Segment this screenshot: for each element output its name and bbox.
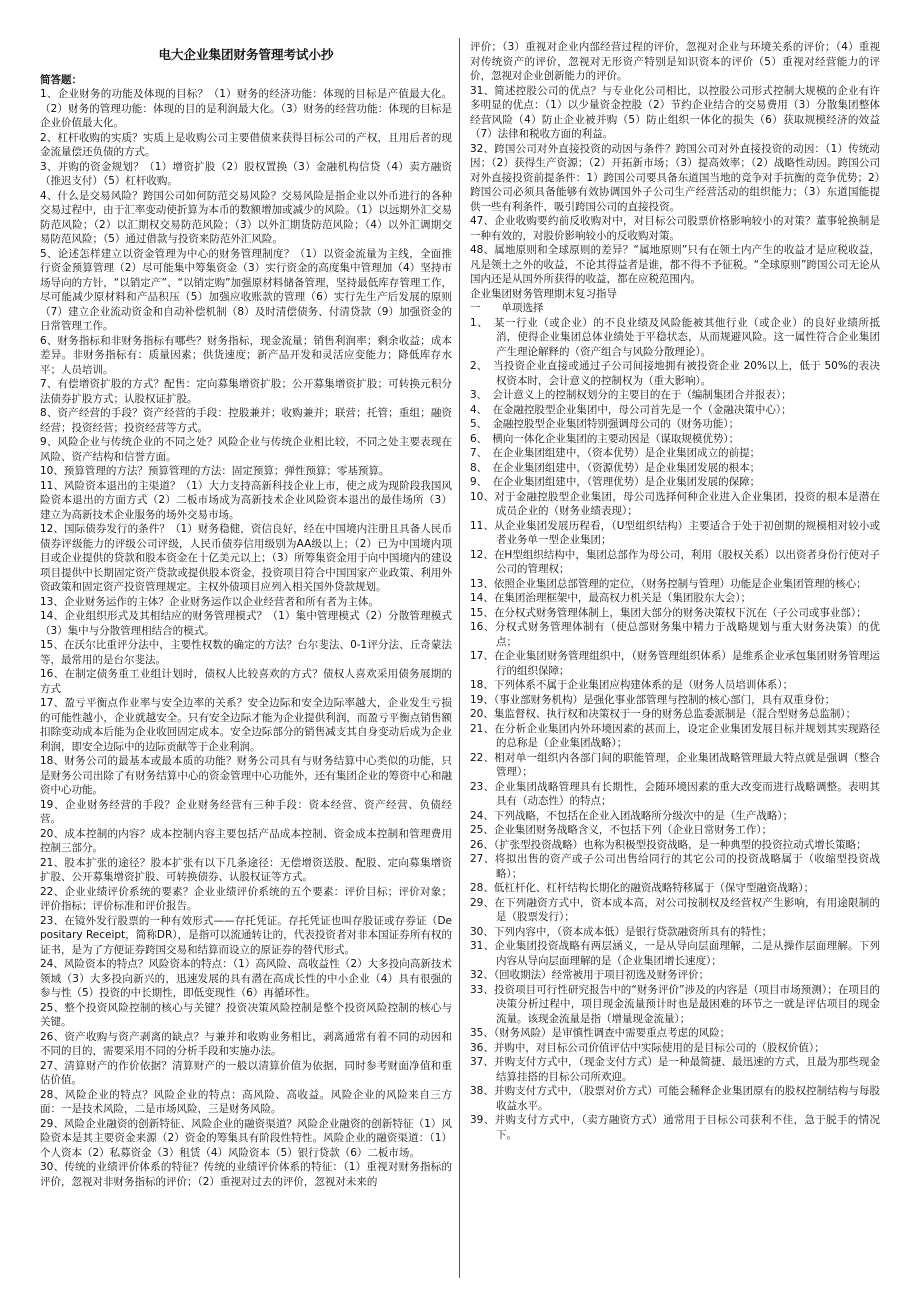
qa-paragraph: 24、风险资本的特点？风险资本的特点：（1）高风险、高收益性（2）大多投向高新技术领域（3）大多投向新兴的，迅速发展的具有潜在高成长性的中小企业（4）具有很强的参与性（5）投资的中长期性，即低变现性（6）再循环性。 — [40, 958, 452, 999]
choice-item: 10、对于金融控股型企业集团，母公司选择何种企业进入企业集团，投资的根本是潜在成员企业的（财务业绩表现）； — [470, 490, 880, 517]
qa-paragraph: 15、在沃尔比重评分法中，主要性权数的确定的方法？台尔斐法、0-1评分法、丘奇蒙法等，最常用的是台尔斐法。 — [40, 639, 452, 666]
choice-item: 7、 在企业集团组建中，（资本优势）是企业集团成立的前提； — [470, 447, 761, 459]
choice-item: 3、 会计意义上的控制权划分的主要目的在于（编制集团合并报表）； — [470, 389, 792, 401]
choice-item: 17、在企业集团财务管理组织中，（财务管理组织体系）是维系企业承包集团财务管理运行的组织保障； — [470, 650, 880, 677]
qa-paragraph: 10、预算管理的方法？预算管理的方法：固定预算；弹性预算；零基预算。 — [40, 465, 390, 477]
qa-paragraph: 11、风险资本退出的主渠道？（1）大力支持高新科技企业上市，使之成为现阶段我国风险资本退出的方面方式（2）二板市场成为高新技术企业风险资本退出的最佳场所（3）建立为高新技术企业服务的场外交易市场。 — [40, 479, 452, 521]
qa-paragraph: 1、企业财务的功能及体现的目标？（1）财务的经济功能：体现的目标是产值最大化。（2）财务的管理功能：体现的目的是利润最大化。（3）财务的经营功能：体现的目标是企业价值最大化。 — [40, 88, 452, 129]
qa-paragraph: 企业集团财务管理期末复习指导 — [470, 287, 617, 300]
qa-paragraph: 47、企业收购要约前反收购对中，对目标公司股票价格影响较小的对策？董事轮换制是一种有效的，对股价影响较小的反收购对策。 — [470, 215, 880, 242]
choice-item: 31、企业集团投资战略有两层涵义，一是从导向层面理解，二是从操作层面理解。下列内容从导向层面理解的是（企业集团增长速度）； — [470, 940, 880, 967]
qa-paragraph: 20、成本控制的内容？成本控制内容主要包括产品成本控制、资金成本控制和管理费用控制三部分。 — [40, 827, 452, 854]
qa-paragraph: 23、在镜外发行股票的一种有效形式——存托凭证。存托凭证也叫存股证或存券证（Depositary Receipt，简称DR），是指可以流通转让的，代表投资者对非本国证券所有权的证书，是为了方便证券跨国交易和结算而设立的原证券的替代形式。 — [40, 914, 452, 956]
qa-paragraph: 21、股本扩张的途径？股本扩张有以下几条途径：无偿增资送股、配股、定向募集增资扩股、公开募集增资扩股、可转换债券、认股权证等方式。 — [40, 856, 452, 883]
choice-item: 11、从企业集团发展历程看，（U型组织结构）主要适合于处于初创期的规模相对较小或者业务单一型企业集团； — [470, 519, 880, 546]
qa-paragraph: 5、论述怎样建立以资金管理为中心的财务管理制度？（1）以资金流量为主线，全面推行资金预算管理（2）尽可能集中筹集资金（3）实行资金的高度集中管理加（4）坚持市场导向的方针，“以销定产”、“以销定购”加强原材料储备管理，坚持最低库存管理工作，尽可能减少原材料和产品积压（5）加强应收账款的管理（6）实行先生产后发展的原则（7）建立企业流动资金和自动补偿机制（8）及时清偿债务、付清贷款（9）加强资金的日常管理工作。 — [40, 247, 452, 332]
column-divider — [459, 38, 460, 1278]
qa-paragraph: 6、财务指标和非财务指标有哪些？财务指标，现金流量；销售利润率；剩余收益；成本差异。非财务指标有：质量因素；供货速度；新产品开发和灵活应变能力；降低库存水平；人员培训。 — [40, 334, 452, 376]
choice-item: 8、 在企业集团组建中，（资源优势）是企业集团发展的根本； — [470, 461, 761, 474]
qa-paragraph: 30、传统的业绩评价体系的特征？传统的业绩评价体系的特征：（1）重视对财务指标的评价，忽视对非财务指标的评价；（2）重视对过去的评价，忽视对未来的 — [40, 1161, 452, 1188]
choice-item: 37、并购支付方式中，（现金支付方式）是一种最简捷、最迅速的方式，且最为那些现金结算挂搭的目标公司所欢迎。 — [470, 1056, 880, 1083]
single-choice-list — [470, 316, 880, 1143]
choice-item: 13、依照企业集团总部管理的定位，（财务控制与管理）功能是企业集团管理的核心； — [470, 577, 867, 590]
choice-item: 29、在下列融资方式中，资本成本高，对公司按制权及经营权产生影响，有用途限制的是（股票发行）； — [470, 896, 880, 923]
qa-paragraph: 28、风险企业的特点？风险企业的特点：高风险、高收益。风险企业的风险来自三方面：一是技术风险，二是市场风险，三是财务风险。 — [40, 1088, 452, 1115]
choice-item: 26、（扩张型投资战略）也称为积极型投资战略，是一种典型的投资拉动式增长策略； — [470, 838, 867, 851]
qa-paragraph: 一 单项选择 — [470, 302, 544, 314]
choice-item: 2、 当投资企业直接或通过子公司间接地拥有被投资企业 20%以上，低于 50%的表决权资本时，会计意义的控制权为（重大影响）。 — [470, 360, 880, 387]
choice-item: 14、在集团治理框架中，最高权力机关是（集团股东大会）； — [470, 592, 752, 604]
choice-item: 27、将拟出售的资产或子公司出售给同行的其它公司的投资战略属于（收缩型投资战略）； — [470, 853, 880, 880]
choice-item: 22、相对单一组织内各部门间的职能管理，企业集团战略管理最大特点就是强调（整合管理）； — [470, 751, 880, 778]
qa-paragraph: 32、跨国公司对外直接投资的动因与条件？跨国公司对外直接投资的动因：（1）传统动因；（2）获得生产资源；（2）开拓新市场；（3）提高效率；（2）战略性动因。跨国公司对外直接投资前提条件：1）跨国公司要具备东道国当地的竞争对手抗衡的竞争优势；2）跨国公司必须具备能够有效协调国外子公司生产经营活动的组织能力；（3）东道国能提供一些有利条件，吸引跨国公司的直接投资。 — [470, 142, 880, 213]
qa-paragraph: 27、清算财产的作价依据？清算财产的一般以清算价值为依据，同时参考财面净值和重估价值。 — [40, 1059, 452, 1086]
choice-item: 18、下列体系不属于企业集团应构建体系的是（财务人员培训体系）； — [470, 679, 794, 691]
choice-item: 32、（回收期法）经常被用于项目初选及财务评价； — [470, 969, 710, 981]
qa-paragraph: 22、企业业绩评价系统的要素？企业业绩评价系统的五个要素：评价目标；评价对象；评价指标；评价标准和评价报告。 — [40, 885, 452, 912]
choice-item: 33、投资项目可行性研究报告中的“财务评价”涉及的内容是（项目市场预测）；在项目的决策分析过程中，项目现金流量预计时也是最困难的环节之一就是评估项目的现金流量。该现金流量是指（增量现金流量）； — [470, 983, 880, 1025]
qa-paragraph: 19、企业财务经营的手段？企业财务经营有三种手段：资本经营、资产经营、负债经营。 — [40, 798, 452, 825]
choice-item: 16、分权式财务管理体制有（使总部财务集中精力于战略规划与重大财务决策）的优点； — [470, 621, 880, 648]
choice-item: 1、 某一行业（或企业）的不良业绩及风险能被其他行业（或企业）的良好业绩所抵消，使得企业集团总体业绩处于平稳状态，从而规避风险。这一属性符合企业集团产生理论解释的（资产组合与风险分散理论）。 — [470, 316, 880, 358]
choice-item: 36、并购中，对目标公司价值评估中实际使用的是目标公司的（股权价值）； — [470, 1041, 825, 1054]
choice-item: 15、在分权式财务管理体制上，集团大部分的财务决策权下沉在（子公司或事业部）； — [470, 606, 867, 619]
qa-paragraph: 13、企业财务运作的主体？企业财务运作以企业经营者和所有者为主体。 — [40, 595, 379, 608]
qa-paragraph: 26、资产收购与资产剥离的缺点？与兼并和收购业务相比，剥离通常有着不同的动因和不同的目的，需要采用不同的分析手段和实施办法。 — [40, 1030, 452, 1057]
choice-item: 30、下列内容中，（资本成本低）是银行贷款融资所具有的特性； — [470, 925, 773, 938]
qa-paragraph: 2、杠杆收购的实质？实质上是收购公司主要借债来获得目标公司的产权，且用后者的现金流量偿还负债的方式。 — [40, 131, 452, 158]
document-title: 电大企业集团财务管理考试小抄 — [158, 47, 334, 62]
qa-paragraph: 7、有偿增资扩股的方式？配售：定向募集增资扩股；公开募集增资扩股；可转换元积分法债券扩股方式；认股权证扩股。 — [40, 378, 452, 405]
qa-paragraph: 4、什么是交易风险？跨国公司如何防范交易风险？交易风险是指企业以外币进行的各种交易过程中，由于汇率变动使折算为本币的数额增加或减少的风险。（1）以远期外汇交易防范风险；（2）以汇期权交易防范风险；（3）以外汇期货防范风险；（4）以外汇调期交易防范风险；（5）通过借款与投资来防范外汇风险。 — [40, 189, 452, 245]
choice-item: 25、企业集团财务战略含义，不包括下列（企业日常财务工作）； — [470, 824, 773, 836]
qa-paragraph: 29、风险企业融资的创新特征、风险企业的融资渠道？风险企业融资的创新特征（1）风险资本是其主要资金来源（2）资金的筹集具有阶段性特性。风险企业的融资渠道：（1）个人资本（2）私募资金（3）租赁（4）风险资本（5）银行贷款（6）二板市场。 — [40, 1117, 452, 1159]
choice-item: 5、 金融控股型企业集团特别强调母公司的（财务功能）； — [470, 418, 740, 430]
choice-item: 24、下列战略，不包括在企业入团战略所分级次中的是（生产战略）； — [470, 809, 794, 822]
choice-item: 12、在H型组织结构中，集团总部作为母公司，利用（股权关系）以出资者身份行使对子公司的管理权； — [470, 548, 880, 575]
choice-item: 9、 在企业集团组建中，（管理优势）是企业集团发展的保障； — [470, 476, 761, 488]
qa-paragraph: 评价；（3）重视对企业内部经营过程的评价，忽视对企业与环境关系的评价；（4）重视对传统资产的评价，忽视对无形资产特别是知识资本的评价（5）重视对经营能力的评价，忽视对企业创新能力的评价。 — [470, 41, 880, 82]
choice-item: 4、 在金融控股型企业集团中，母公司首先是一个（金融决策中心）； — [470, 403, 792, 416]
choice-item: 19、（事业部财务机构）是强化事业部管理与控制的核心部门，具有双重身份； — [470, 693, 836, 706]
choice-item: 38、并购支付方式中，（股票对价方式）可能会稀释企业集团原有的股权控制结构与每股收益水平。 — [470, 1085, 880, 1112]
qa-paragraph: 17、盈亏平衡点作业率与安全边率的关系？安全边际和安全边际率越大，企业发生亏损的可能性越小，企业就越安全。只有安全边际才能为企业提供利润，而盈亏平衡点销售额扣除变动成本后能为企业收回固定成本。安全边际部分的销售减支其自身变动后成为企业利润，即安全边际中的边际贡献等于企业利润。 — [40, 697, 452, 753]
qa-paragraph: 3、并购的资金规划？（1）增资扩股（2）股权置换（3）金融机构信贷（4）卖方融资（推迟支付）（5）杠杆收购。 — [40, 160, 452, 187]
choice-item: 23、企业集团战略管理具有长期性，会随环境因素的重大改变而进行战略调整。表明其具有（动态性）的特点； — [470, 780, 880, 807]
left-paragraphs — [40, 87, 452, 1189]
choice-item: 6、 横向一体化企业集团的主要动因是（谋取规模优势）； — [470, 432, 740, 445]
choice-item: 28、低杠杆化、杠杆结构长期化的融资战略特移属于（保守型融资战略）； — [470, 882, 815, 894]
right-paragraphs — [470, 40, 880, 316]
right-column — [470, 40, 880, 1142]
qa-paragraph: 9、风险企业与传统企业的不同之处？风险企业与传统企业相比较，不同之处主要表现在风险、资产结构和信誉方面。 — [40, 436, 452, 463]
qa-paragraph: 25、整个投资风险控制的核心与关键？投资决策风险控制是整个投资风险控制的核心与关键。 — [40, 1001, 452, 1028]
qa-paragraph: 31、简述控股公司的优点？与专业化公司相比，以控股公司形式控制大规模的企业有许多明显的优点：（1）以少量资金控股（2）节约企业结合的交易费用（3）分散集团整体经营风险（4）防止企业被并购（5）防止组织一体化的损失（6）获取规模经济的效益（7）法律和税收方面的利益。 — [470, 84, 880, 140]
section-heading-short-answer: 简答题： — [40, 73, 82, 86]
choice-item: 21、在分析企业集团内外环境因素的甚而上，设定企业集团发展目标并规划其实现路径的总称是（企业集团战略）； — [470, 722, 880, 749]
choice-item: 20、集监督权、执行权和决策权于一身的财务总监委派制是（混合型财务总监制）； — [470, 708, 857, 720]
qa-paragraph: 14、企业组织形式及其相结应的财务管理模式？（1）集中管理模式（2）分散管理模式（3）集中与分散管理相结合的模式。 — [40, 610, 452, 637]
qa-paragraph: 18、财务公司的最基本或最本质的功能？财务公司具有与财务结算中心类似的功能，只是财务公司出除了有财务结算中心的资金管理中心功能外，还有集团企业的筹资中心和融资中心功能。 — [40, 755, 452, 796]
choice-item: 39、并购支付方式中，（卖方融资方式）通常用于目标公司获利不佳，急于脱手的情况下。 — [470, 1114, 880, 1141]
left-column — [40, 40, 452, 1189]
qa-paragraph: 48、属地原则和全球原则的差异？“属地原则”只有在领土内产生的收益才是应税收益，凡是领土之外的收益，不论其得益者是谁，都不得不予征税。“全球原则”跨国公司无论从国内还是从国外所获得的收益，都在应税范围内。 — [470, 244, 880, 285]
qa-paragraph: 16、在制定债务重工业组计划时，债权人比较喜欢的方式？债权人喜欢采用债务展期的方式 — [40, 668, 452, 695]
qa-paragraph: 12、国际债券发行的条件？（1）财务稳健，资信良好，经在中国境内注册且具备人民币债券评级能力的评级公司评级，人民币债券信用级别为AA级以上；（2）已为中国境内项目或企业提供的贷款和股本资金在十亿美元以上；（3）所筹集资金用于向中国境内的建设项目提供中长期固定资产贷款或提供股本资金，投资项目符合中国国家产业政策、利用外资政策和固定资产投资管理规定。主权外债项目应列入相关国外贷款规划。 — [40, 523, 452, 593]
choice-item: 35、（财务风险）是审慎性调查中需要重点考虑的风险； — [470, 1027, 731, 1039]
qa-paragraph: 8、资产经营的手段？资产经营的手段：控股兼并；收购兼并；联营；托管；重组；融资经营；投资经营；投资经营等方式。 — [40, 407, 452, 434]
